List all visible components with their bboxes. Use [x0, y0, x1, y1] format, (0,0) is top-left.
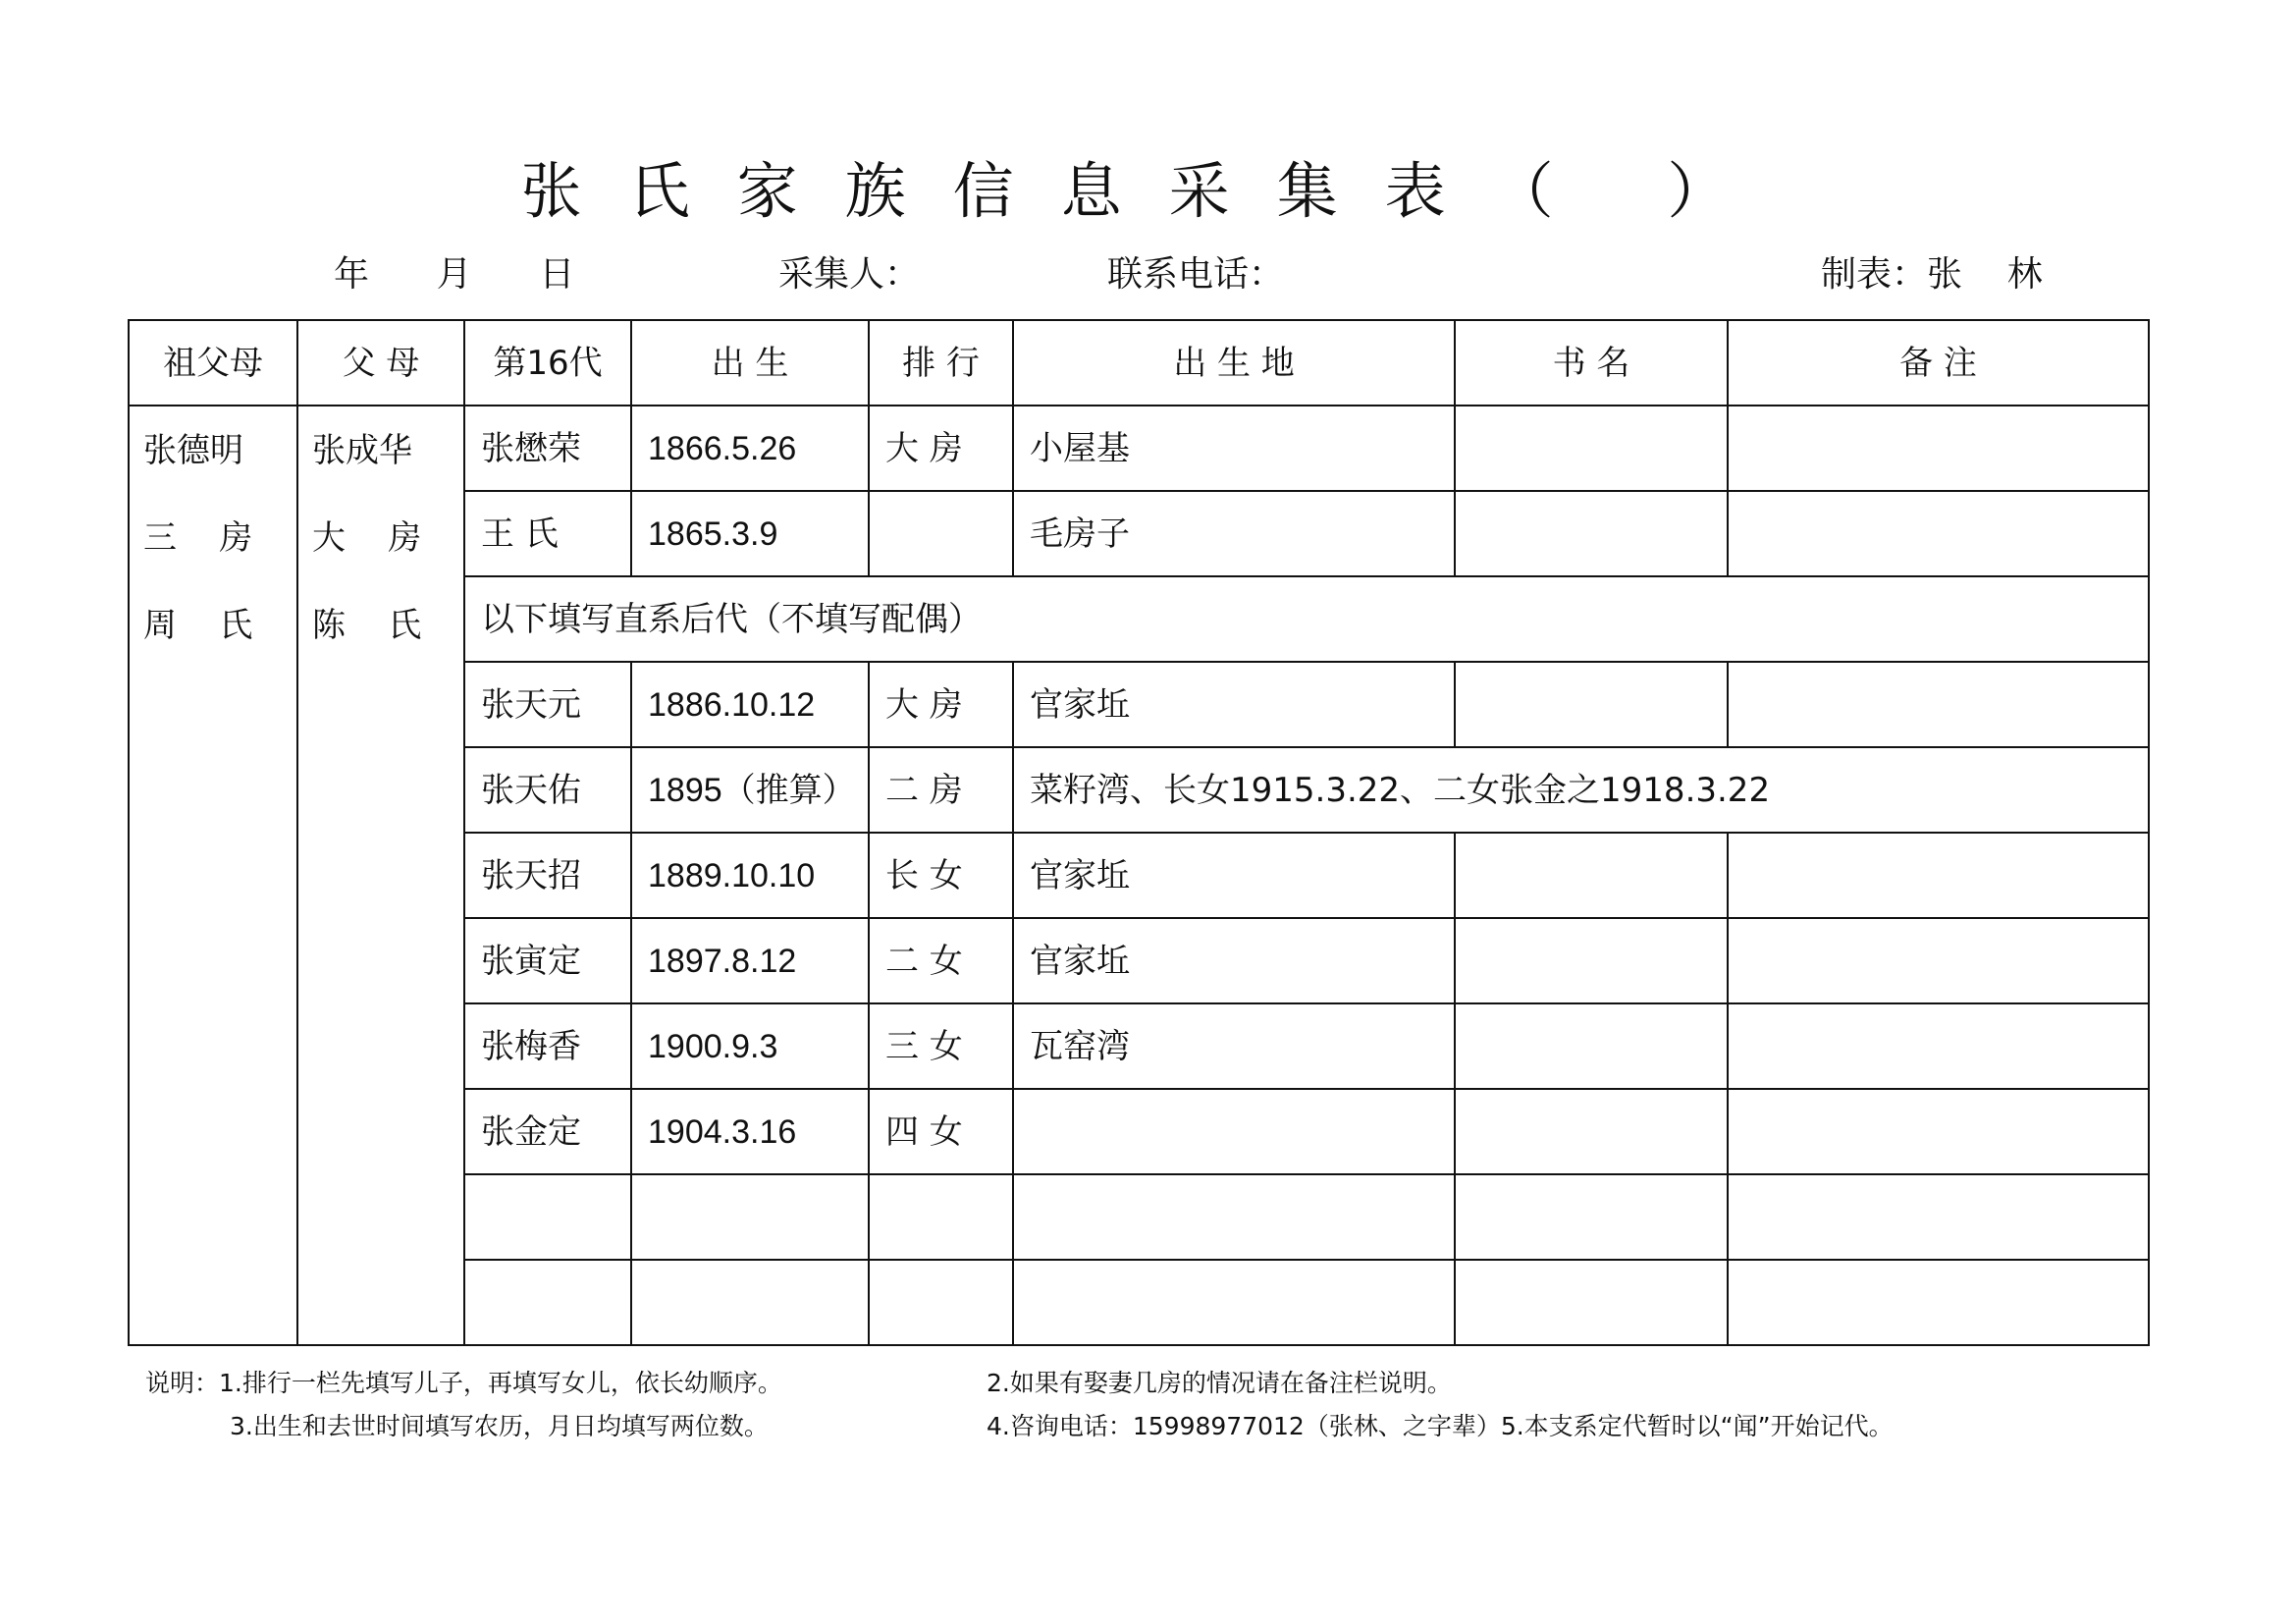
- family-info-table: [128, 319, 2150, 1346]
- descendant-place: [1013, 1174, 1455, 1260]
- descendant-name: 张寅定: [464, 918, 631, 1003]
- descendant-birth: [631, 1174, 869, 1260]
- spouse-note: [1728, 491, 2149, 576]
- descendant-birth: 1904.3.16: [631, 1089, 869, 1174]
- spouse-place: 毛房子: [1013, 491, 1455, 576]
- note-line-1b: 2.如果有娶妻几房的情况请在备注栏说明。: [987, 1369, 1452, 1397]
- descendant-rank: 长 女: [869, 833, 1013, 918]
- spouse-birth: 1865.3.9: [631, 491, 869, 576]
- header-birthplace: 出 生 地: [1013, 320, 1455, 406]
- descendant-birth: 1897.8.12: [631, 918, 869, 1003]
- mother-name: 陈 氏: [312, 606, 422, 645]
- descendant-birth: 1889.10.10: [631, 833, 869, 918]
- descendant-birth: 1900.9.3: [631, 1003, 869, 1089]
- descendant-book: [1455, 1003, 1728, 1089]
- descendant-instruction: 以下填写直系后代（不填写配偶）: [464, 576, 2149, 662]
- grandmother-name: 周 氏: [143, 606, 253, 645]
- note-line-1a: 说明：1.排行一栏先填写儿子，再填写女儿，依长幼顺序。: [145, 1369, 782, 1397]
- descendant-name: 张金定: [464, 1089, 631, 1174]
- header-grandparents: 祖父母: [129, 320, 297, 406]
- gen16-place: 小屋基: [1013, 406, 1455, 491]
- descendant-rank: [869, 1174, 1013, 1260]
- gen16-book: [1455, 406, 1728, 491]
- page-title: 张氏家族信息采集表（ ）: [520, 155, 1776, 227]
- header-gen16: 第16代: [464, 320, 631, 406]
- gen16-rank: 大 房: [869, 406, 1013, 491]
- header-birth: 出 生: [631, 320, 869, 406]
- descendant-birth: 1886.10.12: [631, 662, 869, 747]
- collector-label: 采集人：: [778, 254, 921, 295]
- descendant-note: [1728, 662, 2149, 747]
- descendant-place: [1013, 1089, 1455, 1174]
- gen16-birth: 1866.5.26: [631, 406, 869, 491]
- header-parents: 父 母: [297, 320, 464, 406]
- phone-label: 联系电话：: [1107, 254, 1285, 295]
- grandparents-cell: [129, 406, 297, 1345]
- descendant-rank: 二 女: [869, 918, 1013, 1003]
- header-row: [129, 320, 2149, 406]
- note-line-2a: 3.出生和去世时间填写农历，月日均填写两位数。: [230, 1412, 769, 1440]
- descendant-note: [1728, 1260, 2149, 1345]
- note-line-2b: 4.咨询电话：15998977012（张林、之字辈）5.本支系定代暂时以“闻”开始记代。: [987, 1412, 1894, 1440]
- parents-branch: 大 房: [312, 518, 422, 558]
- grandfather-name: 张德明: [143, 431, 243, 470]
- date-field: 年 月 日: [334, 254, 575, 295]
- gen16-name: 张懋荣: [464, 406, 631, 491]
- descendant-note: [1728, 1089, 2149, 1174]
- gen16-note: [1728, 406, 2149, 491]
- descendant-rank: 大 房: [869, 662, 1013, 747]
- descendant-place: 瓦窑湾: [1013, 1003, 1455, 1089]
- descendant-rank: 二 房: [869, 747, 1013, 833]
- table-row: [129, 406, 2149, 491]
- descendant-name: 张梅香: [464, 1003, 631, 1089]
- parents-cell: [297, 406, 464, 1345]
- descendant-birth: [631, 1260, 869, 1345]
- grandparents-branch: 三 房: [143, 518, 253, 558]
- descendant-book: [1455, 1260, 1728, 1345]
- descendant-place-merged: 菜籽湾、长女1915.3.22、二女张金之1918.3.22: [1013, 747, 2149, 833]
- spouse-name: 王 氏: [464, 491, 631, 576]
- spouse-rank: [869, 491, 1013, 576]
- descendant-name: [464, 1260, 631, 1345]
- descendant-name: 张天佑: [464, 747, 631, 833]
- spouse-book: [1455, 491, 1728, 576]
- header-notes: 备 注: [1728, 320, 2149, 406]
- descendant-note: [1728, 1003, 2149, 1089]
- descendant-rank: [869, 1260, 1013, 1345]
- descendant-place: 官家坵: [1013, 662, 1455, 747]
- descendant-rank: 三 女: [869, 1003, 1013, 1089]
- maker-label: 制表：张 林: [1821, 254, 2043, 295]
- father-name: 张成华: [312, 431, 412, 470]
- descendant-book: [1455, 1174, 1728, 1260]
- header-book-name: 书 名: [1455, 320, 1728, 406]
- descendant-note: [1728, 918, 2149, 1003]
- descendant-place: 官家坵: [1013, 918, 1455, 1003]
- descendant-place: [1013, 1260, 1455, 1345]
- descendant-name: 张天元: [464, 662, 631, 747]
- header-rank: 排 行: [869, 320, 1013, 406]
- descendant-rank: 四 女: [869, 1089, 1013, 1174]
- descendant-note: [1728, 833, 2149, 918]
- descendant-place: 官家坵: [1013, 833, 1455, 918]
- descendant-note: [1728, 1174, 2149, 1260]
- descendant-book: [1455, 833, 1728, 918]
- descendant-book: [1455, 918, 1728, 1003]
- descendant-birth: 1895（推算）: [631, 747, 869, 833]
- descendant-book: [1455, 1089, 1728, 1174]
- descendant-name: [464, 1174, 631, 1260]
- descendant-book: [1455, 662, 1728, 747]
- descendant-name: 张天招: [464, 833, 631, 918]
